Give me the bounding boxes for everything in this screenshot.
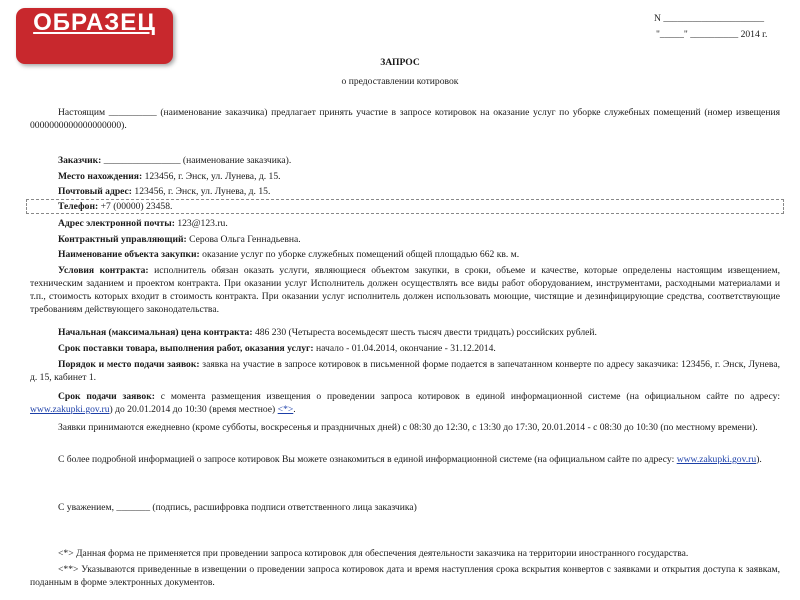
document-title: ЗАПРОС — [380, 57, 420, 68]
document-subtitle: о предоставлении котировок — [341, 76, 459, 87]
daily-paragraph: Заявки принимаются ежедневно (кроме субботы, воскресенья и праздничных дней) с 08:30 до 12:30, с 13:30 до 17:30, 20.01.2014 - с 08:30 до 10:30 (по местному времени). — [58, 422, 758, 433]
intro-paragraph: Настоящим __________ (наименование заказчика) предлагает принять участие в запросе котировок на оказание услуг по уборке служебных помещений (номер извещения 0000000000000000000). — [30, 107, 780, 131]
manager-line: Контрактный управляющий: Серова Ольга Геннадьевна. — [58, 234, 301, 245]
footnote-link[interactable]: <*> — [277, 404, 294, 415]
sample-stamp: ОБРАЗЕЦ — [16, 8, 173, 64]
postal-line: Почтовый адрес: 123456, г. Энск, ул. Лунева, д. 15. — [58, 186, 271, 197]
term-line: Срок поставки товара, выполнения работ, оказания услуг: начало - 01.04.2014, окончание - 31.12.2014. — [58, 343, 496, 354]
more-info-paragraph: С более подробной информацией о запросе котировок Вы можете ознакомиться в единой информационной системе (на официальном сайте по адресу: www.zakupki.gov.ru). — [58, 454, 762, 465]
customer-line: Заказчик: ________________ (наименование заказчика). — [58, 155, 292, 166]
order-paragraph: Порядок и место подачи заявок: заявка на участие в запросе котировок в письменной форме подается в запечатанном конверте по адресу заказчика: 123456, г. Энск, Лунева, д. 15, кабинет 1. — [30, 359, 780, 383]
footnote-1: <*> Данная форма не применяется при проведении запроса котировок для обеспечения деятельности заказчика на территории иностранного государства. — [58, 548, 689, 559]
zakupki-link-2[interactable]: www.zakupki.gov.ru — [676, 454, 757, 465]
phone-line: Телефон: +7 (00000) 23458. — [58, 201, 173, 212]
zakupki-link[interactable]: www.zakupki.gov.ru — [30, 404, 110, 415]
deadline-paragraph: Срок подачи заявок: с момента размещения извещения о проведении запроса котировок в единой информационной системе (на официальном сайте по адресу: www.zakupki.gov.ru) до 20.01.2014 до 10:30 (время местное) <*>. — [30, 391, 781, 415]
location-line: Место нахождения: 123456, г. Энск, ул. Лунева, д. 15. — [58, 171, 281, 182]
request-number: N _____________________ — [654, 13, 765, 24]
footnote-2: <**> Указываются приведенные в извещении о проведении запроса котировок дата и время наступления срока вскрытия конвертов с заявками и открытия доступа к заявкам, поданным в форме электронных документов. — [30, 564, 780, 588]
price-line: Начальная (максимальная) цена контракта: 486 230 (Четыреста восемьдесят шесть тысяч двести тридцать) российских рублей. — [58, 327, 597, 338]
email-line: Адрес электронной почты: 123@123.ru. — [58, 218, 228, 229]
request-date: "_____" __________ 2014 г. — [656, 29, 768, 40]
object-line: Наименование объекта закупки: оказание услуг по уборке служебных помещений общей площадью 662 кв. м. — [58, 249, 520, 260]
conditions-paragraph: Условия контракта: исполнитель обязан оказать услуги, являющиеся объектом закупки, в сроки, объеме и качестве, которые определены настоящим извещением, техническим заданием и проектом контракта. При оказании услуг Исполнитель должен осуществлять все виды работ оборудованием, инструментами, расходными материалами и т.п., стоимость которых входит в стоимость контракта. При оказании услуг исполнитель должен использовать моющие, чистящие и дезинфицирующие средства, соответствующие требованиям действующего законодательства. — [30, 265, 780, 315]
signature-line: С уважением, _______ (подпись, расшифровка подписи ответственного лица заказчика) — [58, 502, 417, 513]
